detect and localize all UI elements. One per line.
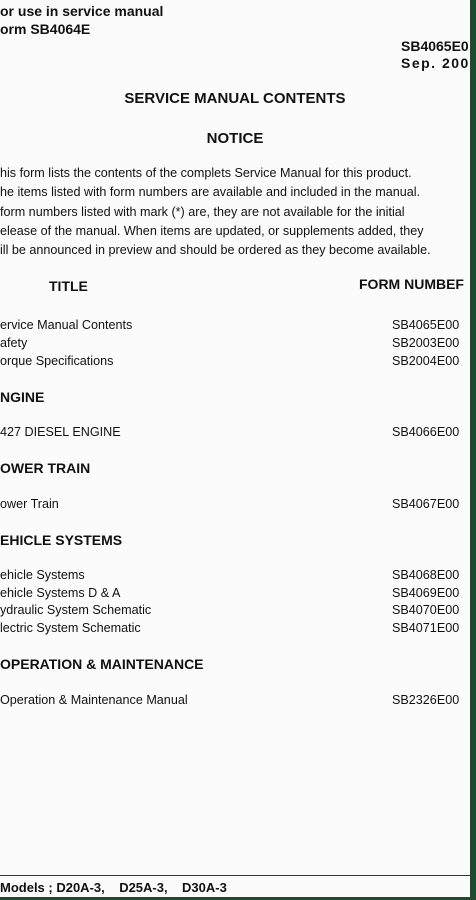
list-item bbox=[0, 586, 470, 604]
header-form-ref: orm SB4064E bbox=[0, 21, 91, 37]
list-item bbox=[0, 354, 470, 372]
header-right bbox=[401, 38, 470, 72]
list-item bbox=[0, 603, 470, 621]
header-left bbox=[0, 2, 163, 38]
item-title: ower Train bbox=[0, 497, 59, 511]
notice-line: elease of the manual. When items are updated, or supplements added, they bbox=[0, 223, 424, 238]
item-form-number: SB4067E00 bbox=[392, 497, 460, 511]
list-item bbox=[0, 336, 470, 354]
item-form-number: SB4071E00 bbox=[392, 621, 460, 635]
section-heading: NGINE bbox=[0, 389, 45, 405]
list-item bbox=[0, 497, 470, 515]
section-heading: EHICLE SYSTEMS bbox=[0, 532, 123, 548]
item-title: ydraulic System Schematic bbox=[0, 603, 152, 617]
item-title: ehicle Systems D & A bbox=[0, 586, 121, 600]
item-title: 427 DIESEL ENGINE bbox=[0, 425, 121, 439]
notice-heading: NOTICE bbox=[206, 130, 264, 147]
item-title: afety bbox=[0, 336, 28, 350]
header-usage-note: or use in service manual bbox=[0, 3, 164, 19]
item-title: ervice Manual Contents bbox=[0, 318, 133, 332]
notice-line: ill be announced in preview and should be ordered as they become available. bbox=[0, 243, 431, 258]
item-form-number: SB2004E00 bbox=[392, 354, 460, 368]
section-heading: OWER TRAIN bbox=[0, 460, 91, 476]
issue-date: Sep. 200 bbox=[401, 55, 470, 71]
section-heading: OPERATION & MAINTENANCE bbox=[0, 656, 204, 672]
item-title: Operation & Maintenance Manual bbox=[0, 693, 188, 707]
list-item bbox=[0, 318, 470, 336]
form-code: SB4065E0 bbox=[401, 38, 469, 54]
notice-line: he items listed with form numbers are available and included in the manual. bbox=[0, 185, 421, 200]
list-item bbox=[0, 568, 470, 586]
item-title: lectric System Schematic bbox=[0, 621, 141, 635]
list-item bbox=[0, 693, 470, 711]
item-title: ehicle Systems bbox=[0, 568, 85, 582]
list-item bbox=[0, 621, 470, 639]
footer-models: Models ; D20A-3, D25A-3, D30A-3 bbox=[0, 880, 227, 895]
page-title: SERVICE MANUAL CONTENTS bbox=[124, 90, 346, 107]
item-form-number: SB2326E00 bbox=[392, 693, 460, 707]
item-form-number: SB4066E00 bbox=[392, 425, 460, 439]
notice-line: form numbers listed with mark (*) are, they are not available for the initial bbox=[0, 204, 405, 219]
column-header-form-number: FORM NUMBEF bbox=[359, 276, 464, 292]
notice-line: his form lists the contents of the complets Service Manual for this product. bbox=[0, 166, 412, 180]
column-header-title: TITLE bbox=[49, 278, 88, 294]
notice-paragraph bbox=[0, 164, 470, 260]
item-form-number: SB4065E00 bbox=[392, 318, 460, 332]
item-form-number: SB4070E00 bbox=[392, 603, 460, 617]
item-form-number: SB4069E00 bbox=[392, 586, 460, 600]
item-title: orque Specifications bbox=[0, 354, 114, 368]
item-form-number: SB2003E00 bbox=[392, 336, 460, 350]
footer-divider bbox=[0, 875, 470, 876]
item-form-number: SB4068E00 bbox=[392, 568, 460, 582]
list-item bbox=[0, 425, 470, 443]
